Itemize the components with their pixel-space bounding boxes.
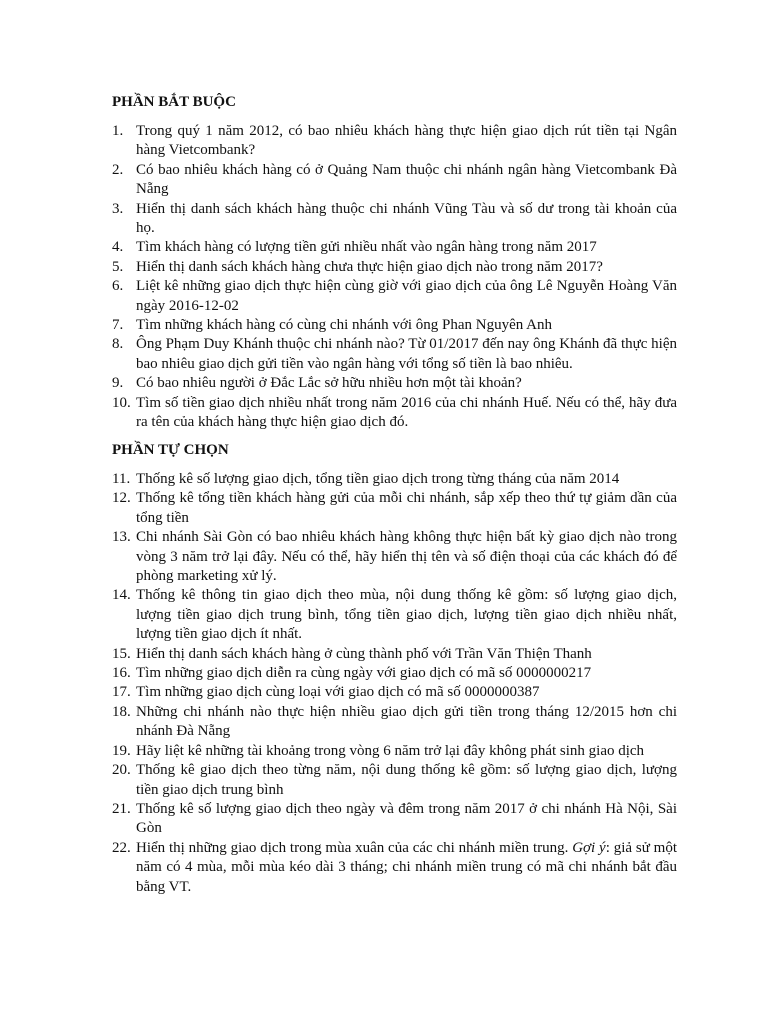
- item-text: Hiển thị danh sách khách hàng chưa thực hiện giao dịch nào trong năm 2017?: [136, 258, 603, 275]
- item-text: Hiển thị danh sách khách hàng ở cùng thành phố với Trần Văn Thiện Thanh: [136, 645, 592, 662]
- list-item: [112, 200, 677, 239]
- item-number: 4.: [112, 239, 124, 256]
- item-text: Hãy liệt kê những tài khoảng trong vòng 6 năm trở lại đây không phát sinh giao dịch: [136, 742, 645, 759]
- required-question-list: [112, 122, 677, 433]
- list-item: [112, 800, 677, 839]
- list-item: [112, 703, 677, 742]
- list-item: [112, 394, 677, 433]
- item-number: 22.: [112, 839, 131, 856]
- optional-question-list: [112, 470, 677, 897]
- list-item: [112, 761, 677, 800]
- list-item: [112, 374, 677, 393]
- list-item: [112, 277, 677, 316]
- list-item: [112, 470, 677, 489]
- item-number: 10.: [112, 394, 131, 411]
- list-item: [112, 645, 677, 664]
- item-number: 16.: [112, 665, 131, 682]
- item-text: Có bao nhiêu người ở Đắc Lắc sở hữu nhiều hơn một tài khoản?: [136, 375, 522, 392]
- item-text: Chi nhánh Sài Gòn có bao nhiêu khách hàng không thực hiện bất kỳ giao dịch nào trong vòng 3 năm trở lại đây. Nếu có thể, hãy hiển thị tên và số điện thoại của các khách đó để phòng marketing xử lý.: [136, 529, 677, 585]
- item-text: Thống kê thông tin giao dịch theo mùa, nội dung thống kê gồm: số lượng giao dịch, lượng tiền giao dịch trung bình, tổng tiền giao dịch, lượng tiền giao dịch nhiều nhất, lượng tiền giao dịch ít nhất.: [136, 587, 677, 643]
- item-number: 19.: [112, 742, 131, 759]
- list-item: [112, 839, 677, 897]
- item-number: 5.: [112, 258, 124, 275]
- item-text: Tìm những giao dịch diễn ra cùng ngày với giao dịch có mã số 0000000217: [136, 665, 592, 682]
- list-item: [112, 122, 677, 161]
- item-number: 17.: [112, 684, 131, 701]
- item-number: 9.: [112, 375, 124, 392]
- item-number: 7.: [112, 317, 124, 334]
- item-number: 21.: [112, 800, 131, 817]
- list-item: [112, 742, 677, 761]
- hint-label: Gợi ý: [572, 839, 606, 856]
- list-item: [112, 258, 677, 277]
- item-number: 1.: [112, 123, 124, 139]
- item-number: 12.: [112, 490, 131, 507]
- item-text: Tìm số tiền giao dịch nhiều nhất trong năm 2016 của chi nhánh Huế. Nếu có thể, hãy đưa ra tên của khách hàng thực hiện giao dịch đó.: [136, 394, 677, 431]
- item-number: 14.: [112, 587, 131, 604]
- item-number: 6.: [112, 278, 124, 295]
- list-item: [112, 683, 677, 702]
- item-number: 2.: [112, 161, 124, 178]
- item-number: 13.: [112, 529, 131, 546]
- list-item: [112, 335, 677, 374]
- item-text: Thống kê số lượng giao dịch, tổng tiền giao dịch trong từng tháng của năm 2014: [136, 471, 620, 487]
- item-text: Tìm những giao dịch cùng loại với giao dịch có mã số 0000000387: [136, 684, 540, 701]
- item-number: 3.: [112, 200, 124, 217]
- list-item: [112, 161, 677, 200]
- list-item: [112, 586, 677, 644]
- list-item: [112, 316, 677, 335]
- item-number: 15.: [112, 645, 131, 662]
- list-item: [112, 664, 677, 683]
- item-number: 11.: [112, 471, 131, 487]
- item-number: 18.: [112, 703, 131, 720]
- item-text: Tìm khách hàng có lượng tiền gửi nhiều nhất vào ngân hàng trong năm 2017: [136, 239, 597, 256]
- list-item: [112, 238, 677, 257]
- section-title-optional: PHẦN TỰ CHỌN: [112, 442, 229, 458]
- item-text: [136, 840, 677, 895]
- item-text: Những chi nhánh nào thực hiện nhiều giao dịch gửi tiền trong tháng 12/2015 hơn chi nhánh Đà Nẵng: [136, 703, 677, 740]
- item-text: Liệt kê những giao dịch thực hiện cùng giờ với giao dịch của ông Lê Nguyễn Hoàng Văn ngày 2016-12-02: [136, 278, 677, 314]
- item-number: 8.: [112, 336, 124, 353]
- item-text-rest: : giả sử một năm có 4 mùa, mỗi mùa kéo dài 3 tháng; chi nhánh miền trung có mã chi nhánh bắt đầu bằng VT.: [136, 839, 677, 895]
- item-text: Thống kê tổng tiền khách hàng gửi của mỗi chi nhánh, sắp xếp theo thứ tự giảm dần của tổng tiền: [136, 490, 677, 526]
- list-item: [112, 489, 677, 528]
- section-title-required: PHẦN BẮT BUỘC: [112, 94, 236, 110]
- item-text: Có bao nhiêu khách hàng có ở Quảng Nam thuộc chi nhánh ngân hàng Vietcombank Đà Nẵng: [136, 161, 677, 198]
- item-text: Tìm những khách hàng có cùng chi nhánh với ông Phan Nguyên Anh: [136, 317, 552, 334]
- item-text: Thống kê số lượng giao dịch theo ngày và đêm trong năm 2017 ở chi nhánh Hà Nội, Sài Gòn: [136, 800, 677, 837]
- item-text: Thống kê giao dịch theo từng năm, nội dung thống kê gồm: số lượng giao dịch, lượng tiền giao dịch trung bình: [136, 762, 677, 798]
- item-text: Ông Phạm Duy Khánh thuộc chi nhánh nào? Từ 01/2017 đến nay ông Khánh đã thực hiện bao nhiêu giao dịch gửi tiền vào ngân hàng với tổng số tiền là bao nhiêu.: [136, 336, 677, 372]
- item-text: Hiển thị danh sách khách hàng thuộc chi nhánh Vũng Tàu và số dư trong tài khoản của họ.: [136, 200, 677, 237]
- item-text-lead: Hiển thị những giao dịch trong mùa xuân của các chi nhánh miền trung.: [136, 839, 573, 856]
- item-number: 20.: [112, 762, 131, 779]
- item-text: Trong quý 1 năm 2012, có bao nhiêu khách hàng thực hiện giao dịch rút tiền tại Ngân hàng Vietcombank?: [136, 123, 677, 159]
- list-item: [112, 528, 677, 586]
